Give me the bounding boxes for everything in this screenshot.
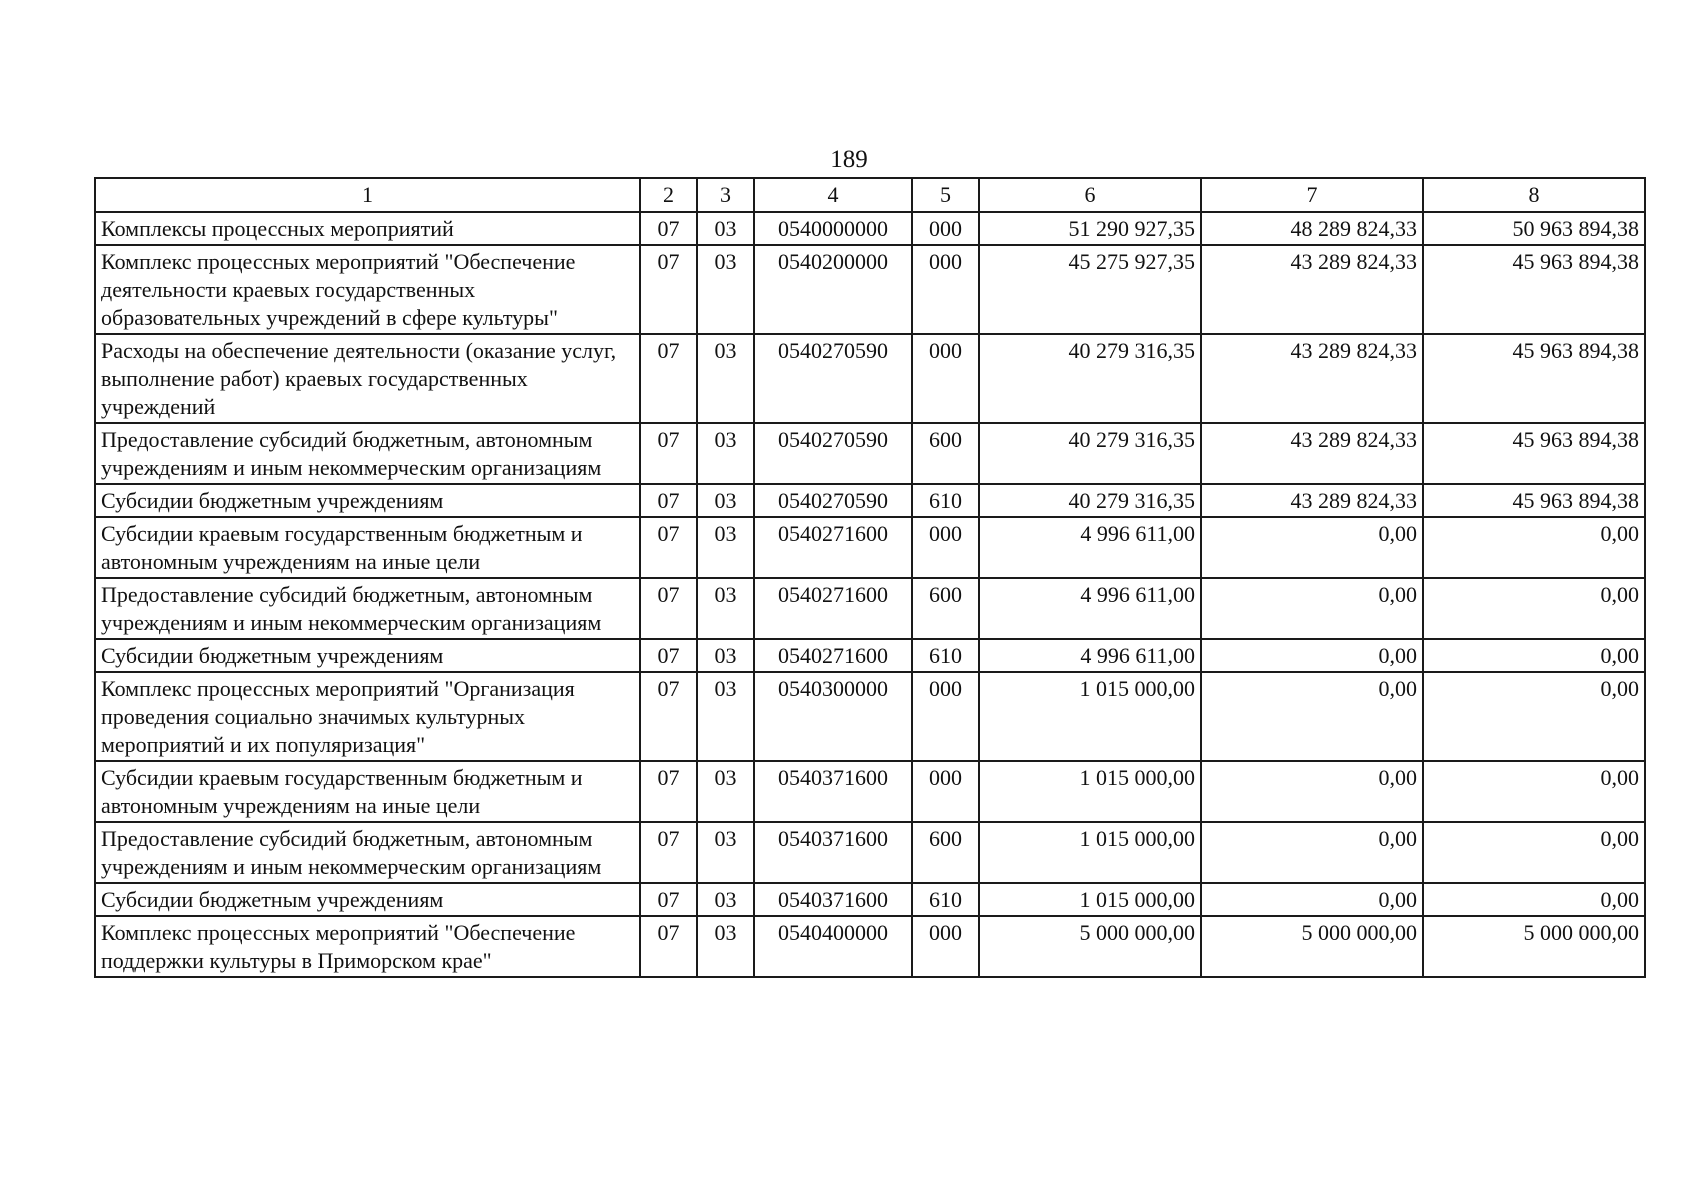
amount-col-7: 0,00 [1201, 822, 1423, 883]
column-header-8: 8 [1423, 178, 1645, 212]
amount-col-8: 0,00 [1423, 639, 1645, 672]
row-name: Расходы на обеспечение деятельности (оказание услуг, выполнение работ) краевых государственных учреждений [95, 334, 640, 423]
table-header-row [95, 178, 1645, 212]
section-code: 07 [640, 212, 697, 245]
amount-col-6: 1 015 000,00 [979, 761, 1201, 822]
subsection-code: 03 [697, 423, 754, 484]
amount-col-8: 5 000 000,00 [1423, 916, 1645, 977]
amount-col-8: 50 963 894,38 [1423, 212, 1645, 245]
subsection-code: 03 [697, 761, 754, 822]
amount-col-6: 1 015 000,00 [979, 672, 1201, 761]
section-code: 07 [640, 761, 697, 822]
section-code: 07 [640, 245, 697, 334]
expense-type-code: 610 [912, 883, 979, 916]
subsection-code: 03 [697, 212, 754, 245]
target-article-code: 0540371600 [754, 822, 912, 883]
target-article-code: 0540371600 [754, 761, 912, 822]
column-header-5: 5 [912, 178, 979, 212]
expense-type-code: 000 [912, 517, 979, 578]
amount-col-8: 0,00 [1423, 517, 1645, 578]
amount-col-7: 43 289 824,33 [1201, 334, 1423, 423]
section-code: 07 [640, 822, 697, 883]
amount-col-7: 5 000 000,00 [1201, 916, 1423, 977]
table-row [95, 761, 1645, 822]
column-header-6: 6 [979, 178, 1201, 212]
target-article-code: 0540371600 [754, 883, 912, 916]
subsection-code: 03 [697, 916, 754, 977]
table-row [95, 423, 1645, 484]
target-article-code: 0540200000 [754, 245, 912, 334]
amount-col-7: 0,00 [1201, 883, 1423, 916]
table-row [95, 916, 1645, 977]
row-name: Предоставление субсидий бюджетным, автономным учреждениям и иным некоммерческим организациям [95, 578, 640, 639]
amount-col-6: 4 996 611,00 [979, 578, 1201, 639]
expense-type-code: 600 [912, 423, 979, 484]
row-name: Предоставление субсидий бюджетным, автономным учреждениям и иным некоммерческим организациям [95, 822, 640, 883]
table-row [95, 822, 1645, 883]
amount-col-7: 48 289 824,33 [1201, 212, 1423, 245]
target-article-code: 0540270590 [754, 334, 912, 423]
subsection-code: 03 [697, 245, 754, 334]
target-article-code: 0540270590 [754, 423, 912, 484]
amount-col-6: 5 000 000,00 [979, 916, 1201, 977]
amount-col-8: 45 963 894,38 [1423, 245, 1645, 334]
table-row [95, 672, 1645, 761]
amount-col-6: 40 279 316,35 [979, 423, 1201, 484]
subsection-code: 03 [697, 517, 754, 578]
amount-col-6: 4 996 611,00 [979, 639, 1201, 672]
row-name: Комплекс процессных мероприятий "Организация проведения социально значимых культурных мероприятий и их популяризация" [95, 672, 640, 761]
expense-type-code: 000 [912, 245, 979, 334]
amount-col-6: 1 015 000,00 [979, 883, 1201, 916]
amount-col-6: 40 279 316,35 [979, 334, 1201, 423]
table-row [95, 639, 1645, 672]
table-row [95, 245, 1645, 334]
section-code: 07 [640, 578, 697, 639]
amount-col-7: 0,00 [1201, 672, 1423, 761]
expense-type-code: 610 [912, 639, 979, 672]
section-code: 07 [640, 484, 697, 517]
subsection-code: 03 [697, 578, 754, 639]
expense-type-code: 000 [912, 916, 979, 977]
table-row [95, 578, 1645, 639]
amount-col-7: 0,00 [1201, 639, 1423, 672]
section-code: 07 [640, 517, 697, 578]
row-name: Комплекс процессных мероприятий "Обеспечение деятельности краевых государственных образовательных учреждений в сфере культуры" [95, 245, 640, 334]
amount-col-8: 0,00 [1423, 822, 1645, 883]
subsection-code: 03 [697, 639, 754, 672]
section-code: 07 [640, 423, 697, 484]
amount-col-8: 0,00 [1423, 672, 1645, 761]
amount-col-6: 40 279 316,35 [979, 484, 1201, 517]
section-code: 07 [640, 639, 697, 672]
page-number: 189 [830, 146, 868, 173]
expense-type-code: 000 [912, 672, 979, 761]
subsection-code: 03 [697, 484, 754, 517]
amount-col-8: 0,00 [1423, 761, 1645, 822]
section-code: 07 [640, 883, 697, 916]
amount-col-8: 45 963 894,38 [1423, 423, 1645, 484]
section-code: 07 [640, 672, 697, 761]
budget-table [94, 177, 1646, 978]
table-row [95, 883, 1645, 916]
column-header-1: 1 [95, 178, 640, 212]
row-name: Субсидии бюджетным учреждениям [95, 484, 640, 517]
amount-col-6: 4 996 611,00 [979, 517, 1201, 578]
row-name: Субсидии бюджетным учреждениям [95, 883, 640, 916]
amount-col-6: 45 275 927,35 [979, 245, 1201, 334]
table-row [95, 484, 1645, 517]
target-article-code: 0540270590 [754, 484, 912, 517]
amount-col-7: 0,00 [1201, 517, 1423, 578]
amount-col-7: 43 289 824,33 [1201, 245, 1423, 334]
table-row [95, 212, 1645, 245]
column-header-3: 3 [697, 178, 754, 212]
target-article-code: 0540271600 [754, 517, 912, 578]
row-name: Субсидии бюджетным учреждениям [95, 639, 640, 672]
table-row [95, 334, 1645, 423]
section-code: 07 [640, 916, 697, 977]
amount-col-6: 1 015 000,00 [979, 822, 1201, 883]
amount-col-8: 45 963 894,38 [1423, 334, 1645, 423]
expense-type-code: 000 [912, 761, 979, 822]
amount-col-7: 0,00 [1201, 578, 1423, 639]
subsection-code: 03 [697, 334, 754, 423]
subsection-code: 03 [697, 822, 754, 883]
target-article-code: 0540300000 [754, 672, 912, 761]
row-name: Субсидии краевым государственным бюджетным и автономным учреждениям на иные цели [95, 761, 640, 822]
row-name: Комплексы процессных мероприятий [95, 212, 640, 245]
target-article-code: 0540400000 [754, 916, 912, 977]
expense-type-code: 600 [912, 822, 979, 883]
amount-col-7: 43 289 824,33 [1201, 484, 1423, 517]
amount-col-8: 45 963 894,38 [1423, 484, 1645, 517]
column-header-4: 4 [754, 178, 912, 212]
subsection-code: 03 [697, 672, 754, 761]
section-code: 07 [640, 334, 697, 423]
row-name: Предоставление субсидий бюджетным, автономным учреждениям и иным некоммерческим организациям [95, 423, 640, 484]
amount-col-7: 0,00 [1201, 761, 1423, 822]
target-article-code: 0540271600 [754, 639, 912, 672]
expense-type-code: 000 [912, 334, 979, 423]
expense-type-code: 610 [912, 484, 979, 517]
amount-col-8: 0,00 [1423, 578, 1645, 639]
target-article-code: 0540000000 [754, 212, 912, 245]
target-article-code: 0540271600 [754, 578, 912, 639]
row-name: Субсидии краевым государственным бюджетным и автономным учреждениям на иные цели [95, 517, 640, 578]
amount-col-6: 51 290 927,35 [979, 212, 1201, 245]
row-name: Комплекс процессных мероприятий "Обеспечение поддержки культуры в Приморском крае" [95, 916, 640, 977]
table-row [95, 517, 1645, 578]
column-header-2: 2 [640, 178, 697, 212]
subsection-code: 03 [697, 883, 754, 916]
expense-type-code: 000 [912, 212, 979, 245]
amount-col-8: 0,00 [1423, 883, 1645, 916]
amount-col-7: 43 289 824,33 [1201, 423, 1423, 484]
column-header-7: 7 [1201, 178, 1423, 212]
expense-type-code: 600 [912, 578, 979, 639]
